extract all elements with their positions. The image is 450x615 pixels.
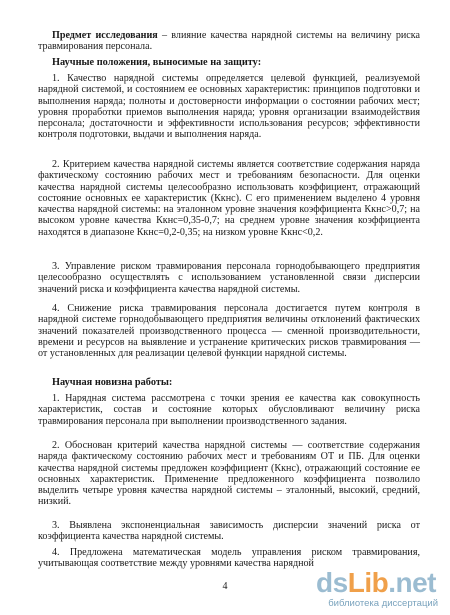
thesis-item-4: 4. Снижение риска травмирования персонала достигается путем контроля в нарядной системе горнодобывающего предприятия величины отклонений фактических значений показателей производственного процесса — сменной производительности, времени и ресурсов на выявление и устранение критических рисков травмирования — от установленных для реализации целевой функции нарядной системы. xyxy=(38,303,420,360)
section-heading-novelty: Научная новизна работы: xyxy=(52,377,173,388)
dslib-subtitle: библиотека диссертаций xyxy=(328,598,438,609)
novelty-item-1: 1. Нарядная система рассмотрена с точки зрения ее качества как совокупность характеристик, состав и состояние которых обусловливают величину риска травмирования персонала при выполнении производственного задания. xyxy=(38,393,420,427)
subject-paragraph xyxy=(38,30,420,53)
section-heading-theses: Научные положения, выносимые на защиту: xyxy=(52,57,262,68)
thesis-item-1: 1. Качество нарядной системы определяется целевой функцией, реализуемой нарядной системой, и состоянием ее основных характеристик: принципов подготовки и выполнения наряда; полноты и достоверности информации о состоянии рабочих мест; уровня проработки приемов выполнения наряда; уровня организации взаимодействия персонала; достаточности и эффективности использования ресурсов; эффективности контроля подготовки, выдачи и выполнения наряда. xyxy=(38,73,420,141)
dslib-logo: dsLib.net xyxy=(316,567,436,598)
novelty-item-3: 3. Выявлена экспоненциальная зависимость дисперсии значений риска от коэффициента качества нарядной системы. xyxy=(38,520,420,543)
novelty-item-4: 4. Предложена математическая модель управления риском травмирования, учитывающая соответствие между уровнями качества нарядной xyxy=(38,547,420,570)
subject-text: – влияние качества нарядной системы на величину риска травмирования персонала. xyxy=(38,30,420,53)
thesis-item-3: 3. Управление риском травмирования персонала горнодобывающего предприятия целесообразно осуществлять с использованием установленной связи дисперсии значений риска и коэффициента качества нарядной системы. xyxy=(38,261,420,295)
thesis-item-2: 2. Критерием качества нарядной системы является соответствие содержания наряда фактическому состоянию рабочих мест и требованиям безопасности. Для оценки качества нарядной системы целесообразно использовать коэффициент, отражающий состояние основных ее характеристик (Ккнс). С его применением выделено 4 уровня качества нарядной системы: на эталонном уровне значения коэффициента Ккнс>0,7; на высоком уровне качества Ккнс=0,35-0,7; на среднем уровне значения коэффициента находятся в диапазоне Ккнс=0,2-0,35; на низком уровне Ккнс<0,2. xyxy=(38,159,420,238)
dslib-watermark[interactable] xyxy=(306,568,446,612)
subject-label: Предмет исследования xyxy=(52,30,158,41)
novelty-item-2: 2. Обоснован критерий качества нарядной системы — соответствие содержания наряда фактическому состоянию рабочих мест и требованиям ОТ и ПБ. Для оценки качества нарядной системы предложен коэффициент (Ккнс), отражающий состояние ее основных характеристик. Применение предложенного коэффициента позволило выделить четыре уровня качества нарядной системы – эталонный, высокий, средний, низкий. xyxy=(38,440,420,508)
page-number: 4 xyxy=(222,581,228,592)
